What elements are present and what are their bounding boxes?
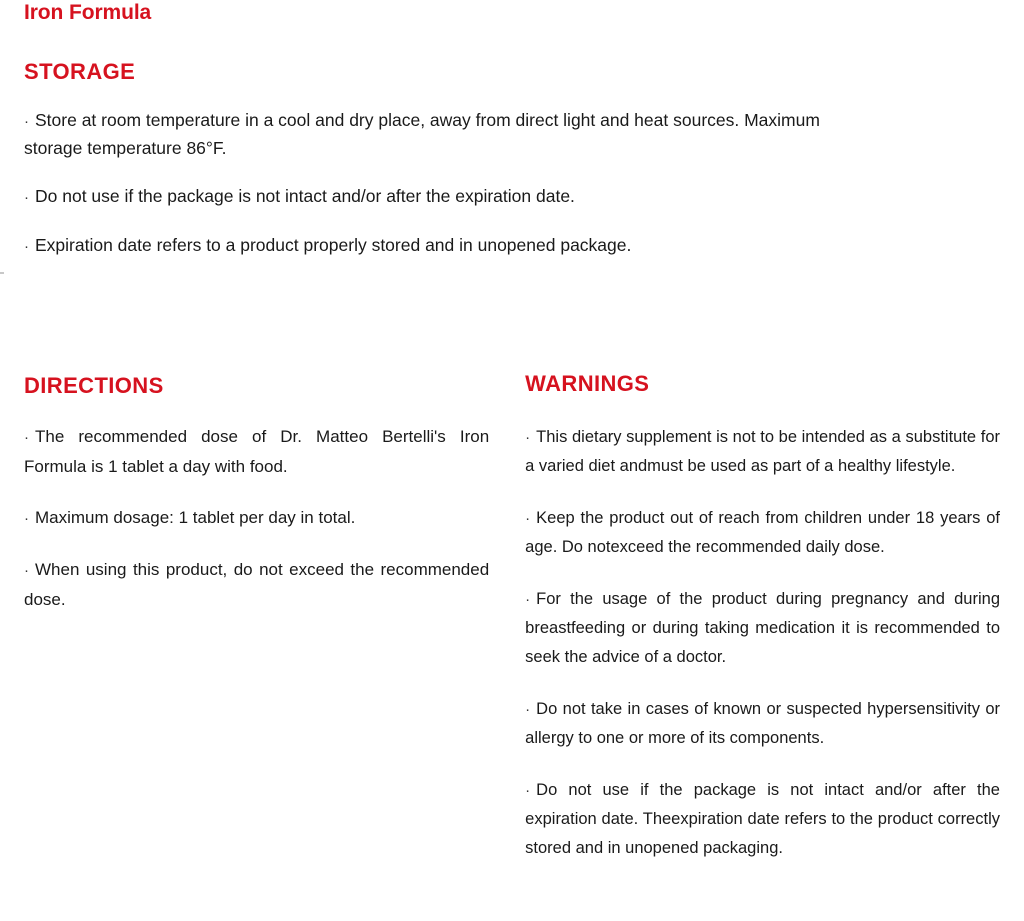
bullet-icon: · (24, 238, 29, 255)
list-item-text: Keep the product out of reach from children under 18 years of age. Do notexceed the recommended daily dose. (525, 509, 1000, 556)
bullet-icon: · (24, 113, 29, 130)
bullet-icon: · (525, 510, 531, 527)
list-item (24, 107, 824, 162)
list-item-text: The recommended dose of Dr. Matteo Bertelli's Iron Formula is 1 tablet a day with food. (24, 427, 490, 476)
list-item (24, 183, 824, 211)
bullet-icon: · (525, 429, 531, 446)
list-item-text: Do not use if the package is not intact and/or after the expiration date. (35, 186, 575, 206)
bullet-icon: · (24, 510, 29, 527)
list-item (24, 422, 489, 481)
list-item (24, 232, 824, 260)
list-item (525, 504, 1000, 562)
bullet-icon: · (525, 701, 531, 718)
storage-list (24, 107, 824, 260)
list-item-text: Do not take in cases of known or suspected hypersensitivity or allergy to one or more of its components. (525, 700, 1000, 747)
bullet-icon: · (24, 562, 29, 579)
list-item (525, 585, 1000, 672)
bullet-icon: · (24, 429, 29, 446)
two-column-area (24, 372, 1000, 863)
warnings-section (525, 372, 1000, 863)
list-item (525, 776, 1000, 863)
warnings-heading: WARNINGS (525, 371, 650, 396)
list-item-text: Maximum dosage: 1 tablet per day in total. (35, 508, 356, 527)
list-item (24, 503, 489, 533)
list-item (24, 555, 489, 614)
bullet-icon: · (525, 782, 531, 799)
storage-heading: STORAGE (24, 59, 136, 84)
list-item (525, 423, 1000, 481)
directions-heading: DIRECTIONS (24, 373, 164, 398)
list-item-text: When using this product, do not exceed the recommended dose. (24, 560, 490, 609)
directions-section (24, 372, 489, 863)
product-title: Iron Formula (24, 1, 152, 24)
list-item-text: This dietary supplement is not to be intended as a substitute for a varied diet andmust be used as part of a healthy lifestyle. (525, 428, 1000, 475)
stray-mark (0, 272, 4, 274)
list-item-text: Expiration date refers to a product properly stored and in unopened package. (35, 235, 632, 255)
list-item-text: Store at room temperature in a cool and dry place, away from direct light and heat sources. Maximum storage temperature 86°F. (24, 110, 820, 158)
bullet-icon: · (525, 591, 531, 608)
bullet-icon: · (24, 189, 29, 206)
list-item (525, 695, 1000, 753)
list-item-text: For the usage of the product during pregnancy and during breastfeeding or during taking medication it is recommended to seek the advice of a doctor. (525, 590, 1000, 666)
warnings-list (525, 423, 1000, 863)
list-item-text: Do not use if the package is not intact and/or after the expiration date. Theexpiration date refers to the product correctly stored and in unopened packaging. (525, 781, 1000, 857)
directions-list (24, 422, 489, 614)
storage-section (24, 58, 824, 260)
